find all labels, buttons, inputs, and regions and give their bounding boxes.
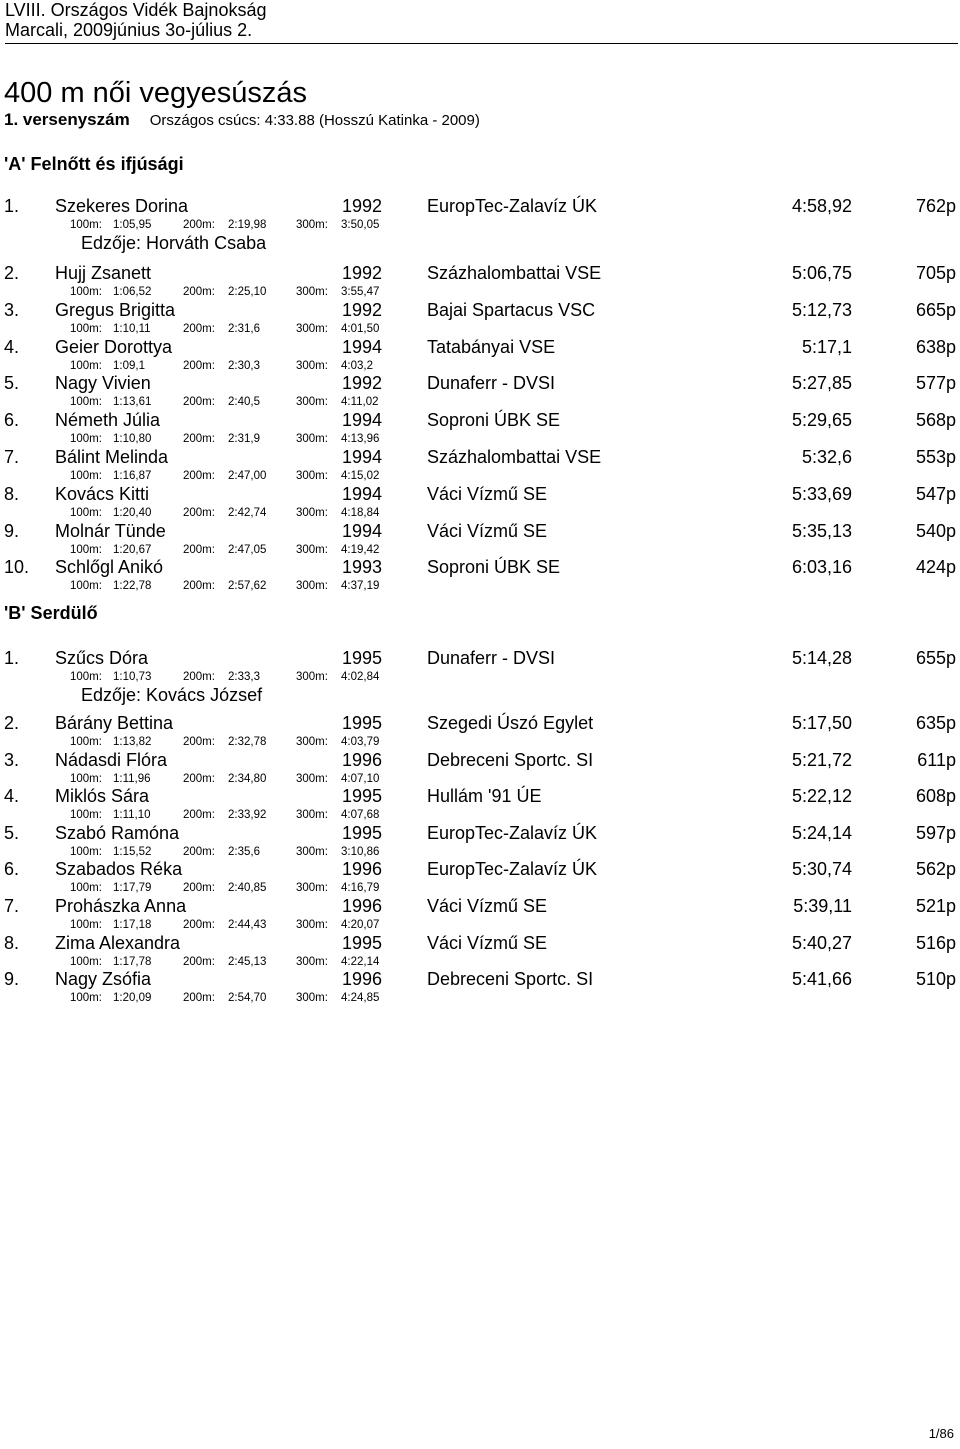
split-times [0,881,960,895]
split-label: 100m: [70,580,102,592]
final-time: 5:32,6 [801,447,852,467]
document-header [5,0,960,40]
split-label: 100m: [70,956,102,968]
club-name: Váci Vízmű SE [427,521,548,541]
split-label: 100m: [70,433,102,445]
split-label: 200m: [183,736,215,748]
points: 521p [915,896,956,916]
athlete-name: Gregus Brigitta [55,300,176,320]
split-label: 200m: [183,507,215,519]
rank: 6. [4,410,20,430]
split-label: 200m: [183,882,215,894]
split-time: 4:02,84 [341,671,380,683]
split-time: 1:15,52 [113,846,152,858]
athlete-name: Geier Dorottya [55,337,173,357]
split-time: 2:34,80 [228,773,267,785]
split-time: 4:07,68 [341,809,380,821]
final-time: 5:21,72 [791,750,852,770]
split-label: 200m: [183,360,215,372]
split-time: 1:10,11 [113,323,151,335]
club-name: EuropTec-Zalavíz ÚK [427,859,598,879]
split-label: 100m: [70,544,102,556]
birth-year: 1996 [341,859,382,879]
athlete-name: Nagy Zsófia [55,969,152,989]
split-time: 2:45,13 [228,956,267,968]
split-label: 200m: [183,396,215,408]
final-time: 5:30,74 [791,859,852,879]
points: 568p [915,410,956,430]
split-label: 300m: [296,809,328,821]
club-name: Debreceni Sportc. SI [427,969,594,989]
rank: 4. [4,337,20,357]
split-label: 200m: [183,580,215,592]
birth-year: 1992 [341,373,382,393]
split-time: 2:47,05 [228,544,267,556]
event-title: 400 m női vegyesúszás [4,77,308,109]
split-label: 100m: [70,507,102,519]
club-name: Tatabányai VSE [427,337,556,357]
rank: 5. [4,373,20,393]
championship-title: LVIII. Országos Vidék Bajnokság [5,0,267,20]
rank: 7. [4,896,20,916]
category-heading: 'B' Serdülő [4,603,98,623]
result-row [0,195,960,217]
split-time: 4:37,19 [341,580,380,592]
split-times [0,285,960,299]
split-label: 100m: [70,846,102,858]
split-label: 100m: [70,992,102,1004]
club-name: Soproni ÚBK SE [427,557,561,577]
result-row [0,262,960,284]
birth-year: 1992 [341,196,382,216]
split-times [0,218,960,232]
split-time: 2:47,00 [228,470,267,482]
athlete-name: Molnár Tünde [55,521,166,541]
result-row [0,372,960,394]
birth-year: 1995 [341,648,382,668]
split-label: 300m: [296,846,328,858]
split-time: 2:33,3 [228,671,260,683]
split-times [0,772,960,786]
split-times [0,359,960,373]
split-label: 200m: [183,323,215,335]
split-label: 300m: [296,882,328,894]
result-row [0,483,960,505]
points: 424p [915,557,956,577]
split-time: 1:17,79 [113,882,152,894]
birth-year: 1996 [341,896,382,916]
athlete-name: Kovács Kitti [55,484,150,504]
split-time: 2:57,62 [228,580,267,592]
split-time: 1:06,52 [113,286,152,298]
split-label: 300m: [296,919,328,931]
split-label: 200m: [183,286,215,298]
rank: 9. [4,521,20,541]
points: 516p [915,933,956,953]
split-label: 300m: [296,286,328,298]
split-time: 1:20,09 [113,992,152,1004]
rank: 4. [4,786,20,806]
rank: 2. [4,713,20,733]
birth-year: 1994 [341,447,382,467]
rank: 2. [4,263,20,283]
split-label: 100m: [70,736,102,748]
points: 562p [915,859,956,879]
points: 705p [915,263,956,283]
page-number: 1/86 [928,1426,954,1441]
split-time: 2:31,6 [228,323,260,335]
result-row [0,785,960,807]
split-times [0,395,960,409]
split-time: 1:13,61 [113,396,152,408]
athlete-name: Bálint Melinda [55,447,169,467]
club-name: Bajai Spartacus VSC [427,300,596,320]
points: 638p [915,337,956,357]
split-label: 200m: [183,773,215,785]
final-time: 5:22,12 [791,786,852,806]
split-time: 4:19,42 [341,544,380,556]
club-name: Soproni ÚBK SE [427,410,561,430]
split-time: 1:16,87 [113,470,152,482]
athlete-name: Nádasdi Flóra [55,750,168,770]
final-time: 5:06,75 [791,263,852,283]
split-time: 1:05,95 [113,219,152,231]
final-time: 5:17,50 [791,713,852,733]
athlete-name: Zima Alexandra [55,933,181,953]
birth-year: 1995 [341,786,382,806]
split-label: 100m: [70,882,102,894]
result-row [0,299,960,321]
split-time: 1:22,78 [113,580,152,592]
points: 665p [915,300,956,320]
final-time: 5:24,14 [791,823,852,843]
final-time: 5:41,66 [791,969,852,989]
points: 762p [915,196,956,216]
rank: 1. [4,196,20,216]
split-time: 1:11,96 [113,773,151,785]
athlete-name: Hujj Zsanett [55,263,152,283]
split-label: 100m: [70,773,102,785]
split-label: 200m: [183,433,215,445]
split-time: 2:33,92 [228,809,267,821]
club-name: Szegedi Úszó Egylet [427,713,594,733]
split-label: 200m: [183,846,215,858]
split-time: 3:10,86 [341,846,380,858]
club-name: Debreceni Sportc. SI [427,750,594,770]
club-name: Százhalombattai VSE [427,447,602,467]
split-times [0,432,960,446]
club-name: Dunaferr - DVSI [427,373,556,393]
points: 655p [915,648,956,668]
split-label: 200m: [183,919,215,931]
split-time: 1:20,67 [113,544,152,556]
split-label: 300m: [296,956,328,968]
split-label: 100m: [70,323,102,335]
birth-year: 1994 [341,484,382,504]
birth-year: 1992 [341,263,382,283]
birth-year: 1992 [341,300,382,320]
split-label: 300m: [296,219,328,231]
club-name: Váci Vízmű SE [427,933,548,953]
split-label: 200m: [183,992,215,1004]
final-time: 6:03,16 [791,557,852,577]
birth-year: 1993 [341,557,382,577]
split-label: 300m: [296,736,328,748]
split-time: 2:31,9 [228,433,260,445]
header-divider [5,43,958,44]
split-time: 4:11,02 [341,396,379,408]
split-label: 200m: [183,544,215,556]
points: 577p [915,373,956,393]
birth-year: 1996 [341,969,382,989]
split-label: 300m: [296,671,328,683]
result-row [0,647,960,669]
split-label: 200m: [183,956,215,968]
split-label: 300m: [296,544,328,556]
split-label: 300m: [296,470,328,482]
rank: 10. [4,557,30,577]
split-time: 4:07,10 [341,773,380,785]
split-label: 100m: [70,360,102,372]
club-name: EuropTec-Zalavíz ÚK [427,823,598,843]
event-number: 1. versenyszám [4,110,130,129]
rank: 3. [4,750,20,770]
split-label: 300m: [296,507,328,519]
split-label: 100m: [70,671,102,683]
split-times [0,670,960,684]
final-time: 5:29,65 [791,410,852,430]
points: 608p [915,786,956,806]
club-name: Dunaferr - DVSI [427,648,556,668]
split-time: 2:35,6 [228,846,260,858]
split-time: 4:18,84 [341,507,380,519]
split-time: 1:17,78 [113,956,152,968]
split-label: 300m: [296,360,328,372]
split-label: 200m: [183,470,215,482]
points: 510p [915,969,956,989]
split-label: 100m: [70,286,102,298]
birth-year: 1995 [341,823,382,843]
split-time: 1:10,80 [113,433,152,445]
rank: 8. [4,484,20,504]
athlete-name: Szabó Ramóna [55,823,180,843]
split-label: 300m: [296,773,328,785]
split-times [0,918,960,932]
result-row [0,932,960,954]
split-times [0,543,960,557]
points: 611p [917,750,956,770]
split-label: 100m: [70,219,102,231]
club-name: EuropTec-Zalavíz ÚK [427,196,598,216]
athlete-name: Bárány Bettina [55,713,174,733]
final-time: 5:17,1 [801,337,852,357]
final-time: 5:27,85 [791,373,852,393]
split-times [0,991,960,1005]
club-name: Váci Vízmű SE [427,896,548,916]
split-time: 4:01,50 [341,323,380,335]
split-times [0,808,960,822]
final-time: 5:39,11 [793,896,852,916]
split-time: 1:10,73 [113,671,152,683]
result-row [0,556,960,578]
split-time: 4:24,85 [341,992,380,1004]
club-name: Százhalombattai VSE [427,263,602,283]
split-time: 4:03,79 [341,736,380,748]
split-label: 300m: [296,580,328,592]
split-time: 2:30,3 [228,360,260,372]
points: 635p [915,713,956,733]
birth-year: 1994 [341,337,382,357]
result-row [0,749,960,771]
athlete-name: Szűcs Dóra [55,648,149,668]
result-row [0,822,960,844]
coach-name: Edzője: Kovács József [81,685,263,705]
club-name: Hullám '91 ÚE [427,786,542,806]
points: 540p [915,521,956,541]
points: 547p [915,484,956,504]
split-time: 1:17,18 [113,919,152,931]
coach-name: Edzője: Horváth Csaba [81,233,267,253]
athlete-name: Nagy Vivien [55,373,151,393]
split-label: 100m: [70,470,102,482]
result-row [0,336,960,358]
birth-year: 1994 [341,521,382,541]
rank: 8. [4,933,20,953]
split-time: 3:50,05 [341,219,380,231]
result-row [0,409,960,431]
split-time: 2:42,74 [228,507,267,519]
split-time: 4:03,2 [341,360,373,372]
event-subtitle [4,110,480,131]
final-time: 5:14,28 [791,648,852,668]
final-time: 5:12,73 [791,300,852,320]
result-row [0,520,960,542]
result-row [0,895,960,917]
split-label: 300m: [296,396,328,408]
split-times [0,469,960,483]
final-time: 5:35,13 [791,521,852,541]
split-label: 200m: [183,671,215,683]
split-time: 1:13,82 [113,736,152,748]
result-row [0,712,960,734]
final-time: 4:58,92 [791,196,852,216]
split-times [0,735,960,749]
split-time: 4:16,79 [341,882,380,894]
split-label: 300m: [296,323,328,335]
athlete-name: Németh Júlia [55,410,161,430]
split-label: 100m: [70,919,102,931]
split-time: 2:54,70 [228,992,267,1004]
result-row [0,858,960,880]
venue-dates: Marcali, 2009június 3o-július 2. [5,20,253,40]
athlete-name: Prohászka Anna [55,896,187,916]
category-heading: 'A' Felnőtt és ifjúsági [4,154,184,174]
rank: 9. [4,969,20,989]
birth-year: 1996 [341,750,382,770]
result-row [0,968,960,990]
national-record: Országos csúcs: 4:33.88 (Hosszú Katinka - 2009) [149,112,480,129]
final-time: 5:33,69 [791,484,852,504]
rank: 3. [4,300,20,320]
split-time: 4:22,14 [341,956,380,968]
birth-year: 1995 [341,933,382,953]
split-label: 100m: [70,396,102,408]
final-time: 5:40,27 [791,933,852,953]
split-time: 1:11,10 [113,809,151,821]
split-times [0,322,960,336]
split-times [0,506,960,520]
split-time: 4:13,96 [341,433,380,445]
split-times [0,955,960,969]
split-time: 2:40,85 [228,882,267,894]
points: 597p [915,823,956,843]
split-time: 4:20,07 [341,919,380,931]
split-label: 200m: [183,219,215,231]
split-time: 4:15,02 [341,470,380,482]
birth-year: 1995 [341,713,382,733]
rank: 7. [4,447,20,467]
split-times [0,579,960,593]
rank: 6. [4,859,20,879]
split-time: 1:09,1 [113,360,145,372]
club-name: Váci Vízmű SE [427,484,548,504]
split-time: 2:32,78 [228,736,267,748]
split-time: 2:40,5 [228,396,260,408]
split-label: 100m: [70,809,102,821]
split-label: 300m: [296,433,328,445]
split-time: 3:55,47 [341,286,380,298]
points: 553p [915,447,956,467]
rank: 1. [4,648,20,668]
result-row [0,446,960,468]
birth-year: 1994 [341,410,382,430]
split-label: 300m: [296,992,328,1004]
rank: 5. [4,823,20,843]
split-time: 1:20,40 [113,507,152,519]
split-time: 2:25,10 [228,286,267,298]
athlete-name: Szekeres Dorina [55,196,189,216]
athlete-name: Szabados Réka [55,859,183,879]
athlete-name: Miklós Sára [55,786,150,806]
split-label: 200m: [183,809,215,821]
split-time: 2:44,43 [228,919,267,931]
athlete-name: Schlőgl Anikó [55,557,164,577]
split-time: 2:19,98 [228,219,267,231]
split-times [0,845,960,859]
